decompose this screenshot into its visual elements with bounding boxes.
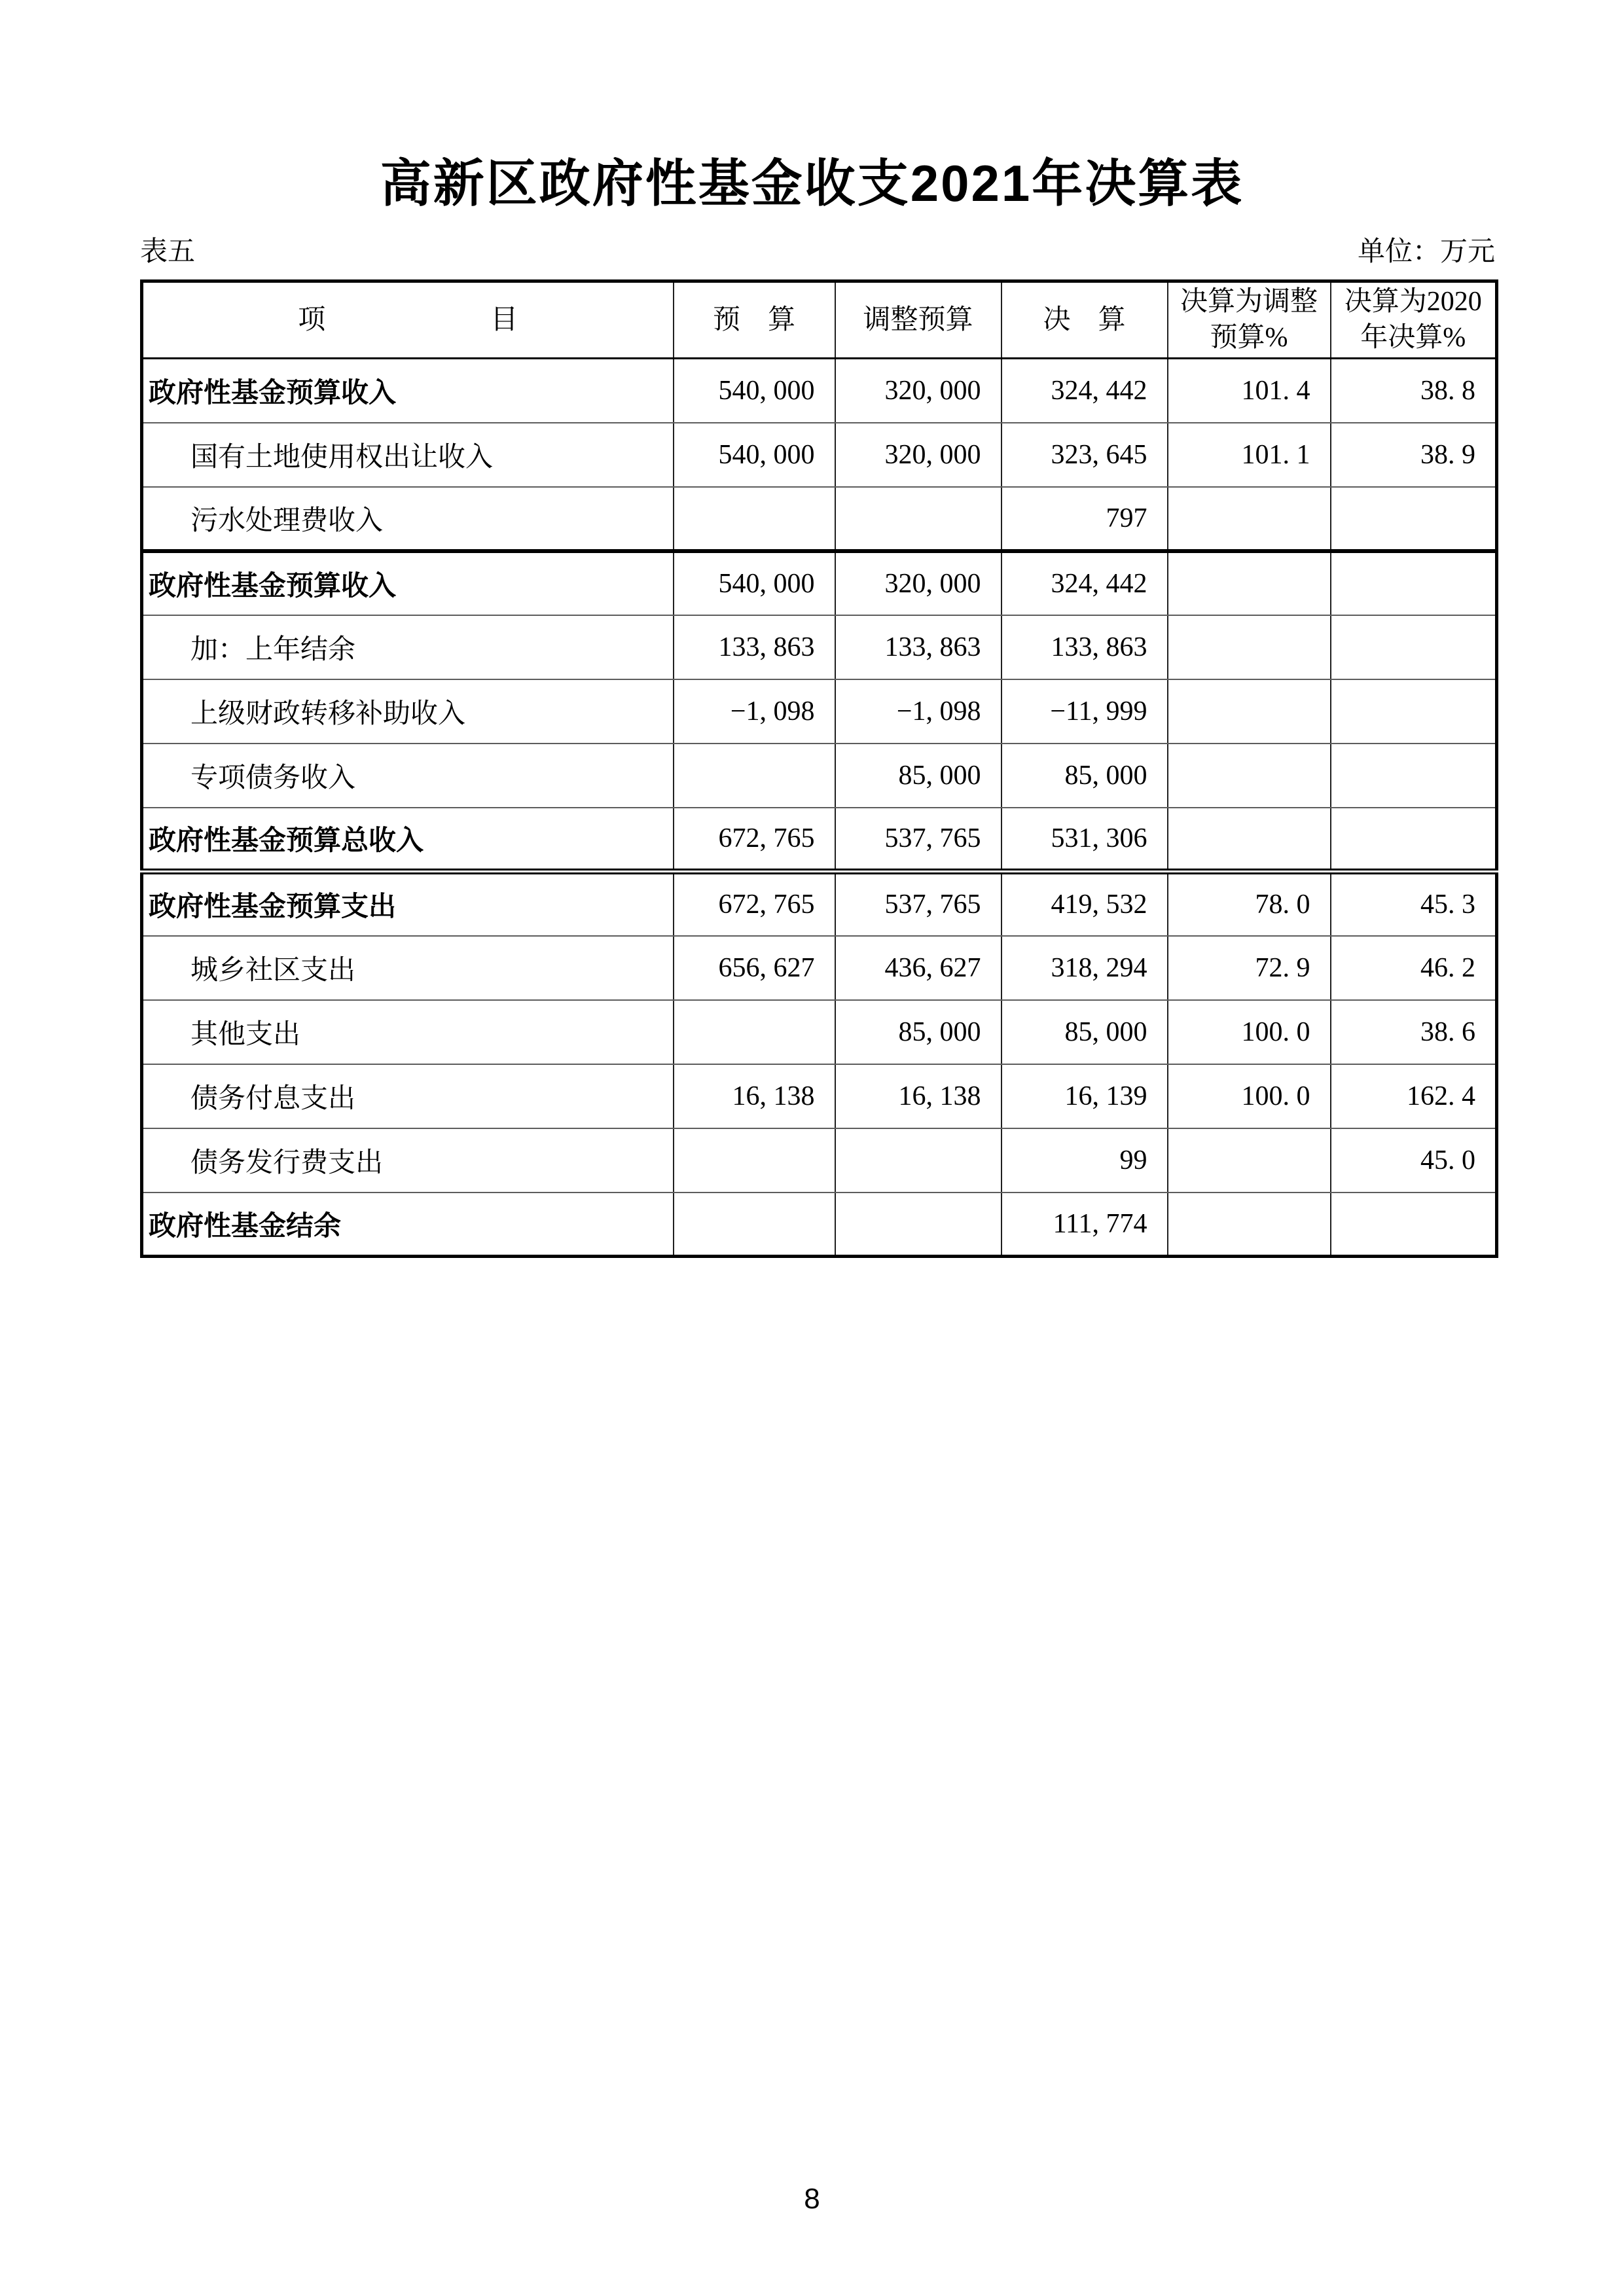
page-title: 高新区政府性基金收支2021年决算表 (380, 154, 1244, 212)
budget-cell: 16, 138 (674, 1064, 835, 1128)
header-row (142, 281, 1497, 359)
pct-of-2020-cell: 38. 8 (1331, 359, 1497, 423)
pct-of-2020-cell (1331, 744, 1497, 808)
table-row (142, 1064, 1497, 1128)
budget-cell (674, 1000, 835, 1064)
item-cell: 城乡社区支出 (142, 936, 674, 1000)
adjusted-budget-cell (835, 487, 1001, 551)
pct-of-adjusted-cell: 101. 4 (1168, 359, 1331, 423)
budget-cell: 540, 000 (674, 551, 835, 615)
budget-cell (674, 1193, 835, 1257)
header-budget: 预 算 (674, 281, 835, 359)
final-cell: 85, 000 (1001, 1000, 1168, 1064)
pct-of-2020-cell (1331, 551, 1497, 615)
adjusted-budget-cell: 85, 000 (835, 1000, 1001, 1064)
item-cell: 政府性基金预算收入 (142, 359, 674, 423)
pct-of-2020-cell (1331, 487, 1497, 551)
budget-table (140, 279, 1498, 1258)
pct-of-adjusted-cell (1168, 1193, 1331, 1257)
pct-of-2020-cell (1331, 1193, 1497, 1257)
final-cell: −11, 999 (1001, 679, 1168, 744)
pct-of-2020-cell (1331, 615, 1497, 679)
final-cell: 99 (1001, 1128, 1168, 1193)
table-meta-row (140, 237, 1495, 267)
final-cell: 133, 863 (1001, 615, 1168, 679)
table-row (142, 487, 1497, 551)
item-cell: 债务发行费支出 (142, 1128, 674, 1193)
pct-of-2020-cell: 45. 0 (1331, 1128, 1497, 1193)
pct-of-adjusted-cell: 100. 0 (1168, 1064, 1331, 1128)
table-row (142, 936, 1497, 1000)
header-final: 决 算 (1001, 281, 1168, 359)
pct-of-adjusted-cell (1168, 744, 1331, 808)
table-row (142, 1128, 1497, 1193)
table-row (142, 551, 1497, 615)
pct-of-adjusted-cell: 78. 0 (1168, 872, 1331, 936)
adjusted-budget-cell: 16, 138 (835, 1064, 1001, 1128)
adjusted-budget-cell (835, 1193, 1001, 1257)
budget-cell (674, 744, 835, 808)
table-header (142, 281, 1497, 359)
pct-of-2020-cell: 38. 9 (1331, 423, 1497, 487)
pct-of-2020-cell (1331, 679, 1497, 744)
adjusted-budget-cell: 436, 627 (835, 936, 1001, 1000)
item-cell: 债务付息支出 (142, 1064, 674, 1128)
final-cell: 16, 139 (1001, 1064, 1168, 1128)
budget-cell: 672, 765 (674, 808, 835, 872)
table-row (142, 615, 1497, 679)
item-cell: 污水处理费收入 (142, 487, 674, 551)
table-row (142, 359, 1497, 423)
table-row (142, 872, 1497, 936)
adjusted-budget-cell: 320, 000 (835, 551, 1001, 615)
pct-of-2020-cell: 45. 3 (1331, 872, 1497, 936)
page-number: 8 (804, 2183, 820, 2215)
budget-cell: 540, 000 (674, 359, 835, 423)
table-row (142, 423, 1497, 487)
final-cell: 324, 442 (1001, 551, 1168, 615)
item-cell: 上级财政转移补助收入 (142, 679, 674, 744)
adjusted-budget-cell: −1, 098 (835, 679, 1001, 744)
unit-label: 单位：万元 (1357, 237, 1495, 267)
table-row (142, 679, 1497, 744)
budget-cell (674, 487, 835, 551)
item-cell: 政府性基金预算收入 (142, 551, 674, 615)
table-row (142, 808, 1497, 872)
item-cell: 政府性基金结余 (142, 1193, 674, 1257)
pct-of-2020-cell: 46. 2 (1331, 936, 1497, 1000)
table-row (142, 1193, 1497, 1257)
final-cell: 323, 645 (1001, 423, 1168, 487)
item-cell: 国有土地使用权出让收入 (142, 423, 674, 487)
final-cell: 111, 774 (1001, 1193, 1168, 1257)
budget-cell: 540, 000 (674, 423, 835, 487)
header-item: 项 目 (142, 281, 674, 359)
table-row (142, 744, 1497, 808)
final-cell: 318, 294 (1001, 936, 1168, 1000)
pct-of-adjusted-cell (1168, 1128, 1331, 1193)
adjusted-budget-cell: 133, 863 (835, 615, 1001, 679)
pct-of-adjusted-cell: 72. 9 (1168, 936, 1331, 1000)
budget-cell: −1, 098 (674, 679, 835, 744)
table-row (142, 1000, 1497, 1064)
pct-of-2020-cell (1331, 808, 1497, 872)
pct-of-adjusted-cell: 100. 0 (1168, 1000, 1331, 1064)
pct-of-2020-cell: 38. 6 (1331, 1000, 1497, 1064)
pct-of-adjusted-cell (1168, 551, 1331, 615)
header-final-vs-2020: 决算为2020年决算% (1331, 281, 1497, 359)
adjusted-budget-cell: 320, 000 (835, 359, 1001, 423)
budget-cell (674, 1128, 835, 1193)
final-cell: 324, 442 (1001, 359, 1168, 423)
table-label: 表五 (140, 237, 196, 267)
item-cell: 政府性基金预算总收入 (142, 808, 674, 872)
budget-cell: 656, 627 (674, 936, 835, 1000)
item-cell: 加：上年结余 (142, 615, 674, 679)
budget-cell: 133, 863 (674, 615, 835, 679)
final-cell: 419, 532 (1001, 872, 1168, 936)
header-final-vs-adjusted: 决算为调整预算% (1168, 281, 1331, 359)
header-adjusted-budget: 调整预算 (835, 281, 1001, 359)
budget-cell: 672, 765 (674, 872, 835, 936)
pct-of-adjusted-cell (1168, 679, 1331, 744)
final-cell: 85, 000 (1001, 744, 1168, 808)
pct-of-adjusted-cell (1168, 615, 1331, 679)
pct-of-adjusted-cell (1168, 487, 1331, 551)
pct-of-adjusted-cell: 101. 1 (1168, 423, 1331, 487)
item-cell: 政府性基金预算支出 (142, 872, 674, 936)
item-cell: 专项债务收入 (142, 744, 674, 808)
adjusted-budget-cell: 85, 000 (835, 744, 1001, 808)
final-cell: 797 (1001, 487, 1168, 551)
adjusted-budget-cell: 537, 765 (835, 808, 1001, 872)
table-body (142, 359, 1497, 1257)
pct-of-2020-cell: 162. 4 (1331, 1064, 1497, 1128)
item-cell: 其他支出 (142, 1000, 674, 1064)
final-cell: 531, 306 (1001, 808, 1168, 872)
adjusted-budget-cell: 537, 765 (835, 872, 1001, 936)
pct-of-adjusted-cell (1168, 808, 1331, 872)
adjusted-budget-cell (835, 1128, 1001, 1193)
adjusted-budget-cell: 320, 000 (835, 423, 1001, 487)
